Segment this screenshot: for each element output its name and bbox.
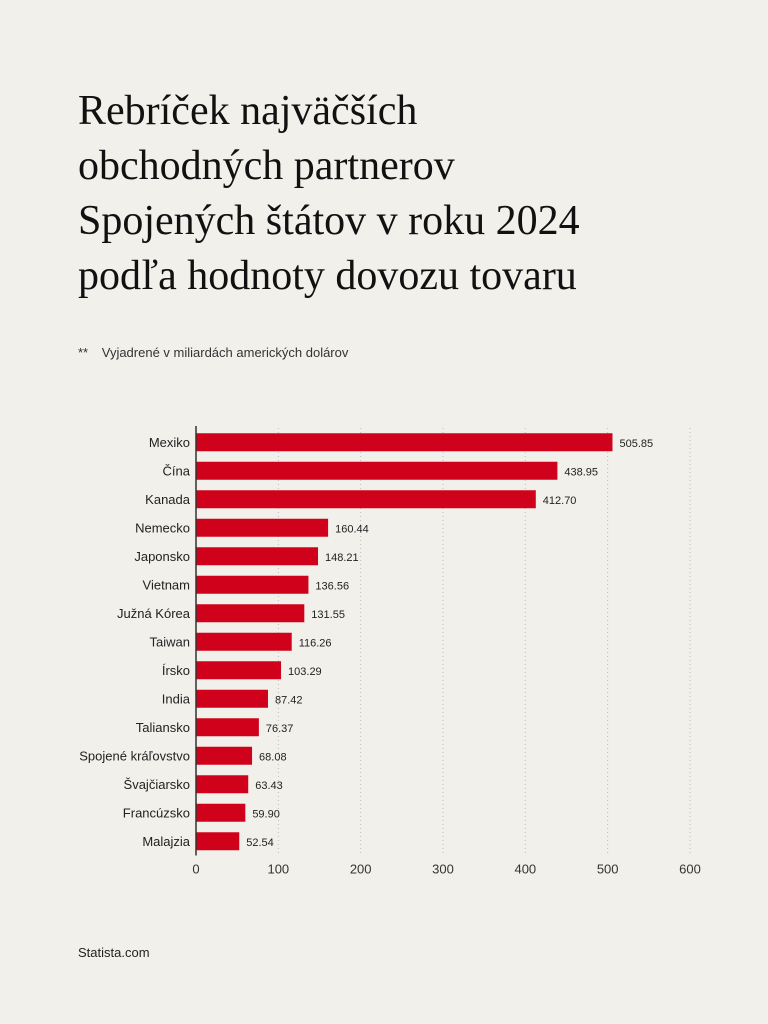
bar [196, 576, 308, 594]
category-label: Nemecko [135, 520, 190, 536]
title-line: obchodných partnerov [78, 143, 455, 189]
value-label: 148.21 [325, 551, 359, 564]
x-tick-label: 200 [349, 861, 372, 877]
category-label: Japonsko [134, 548, 190, 564]
bar [196, 462, 557, 480]
title-line: Rebríček najväčších [78, 88, 418, 134]
value-label: 505.85 [619, 437, 654, 450]
bar [196, 519, 328, 537]
bar [196, 718, 259, 736]
category-label: Malajzia [142, 833, 190, 849]
bar [196, 690, 268, 708]
value-label: 68.08 [259, 751, 287, 764]
category-label: Južná Kórea [117, 605, 190, 621]
bar [196, 547, 318, 565]
bar [196, 832, 239, 850]
bar [196, 661, 281, 679]
bar [196, 433, 612, 451]
x-tick-label: 500 [596, 861, 619, 877]
x-tick-label: 100 [267, 861, 290, 877]
chart-title [78, 84, 718, 304]
bar [196, 604, 304, 622]
category-label: Taliansko [135, 719, 190, 735]
subtitle-text: Vyjadrené v miliardách amerických dolárov [101, 345, 349, 360]
value-label: 131.55 [311, 608, 345, 621]
value-label: 116.26 [298, 637, 332, 650]
category-label: Švajčiarsko [123, 776, 190, 792]
title-line: Spojených štátov v roku 2024 [78, 198, 580, 244]
category-label: Spojené kráľovstvo [79, 748, 190, 764]
bar [196, 775, 248, 793]
bar [196, 747, 252, 765]
value-label: 63.43 [255, 779, 283, 792]
subtitle-mark: ** [78, 345, 89, 360]
category-label: Francúzsko [122, 805, 190, 821]
value-label: 103.29 [288, 665, 322, 678]
category-label: India [161, 691, 190, 707]
category-label: Írsko [161, 662, 190, 678]
x-tick-label: 300 [432, 861, 454, 877]
chart-subtitle [78, 345, 348, 360]
source-label: Statista.com [78, 945, 150, 960]
title-line: podľa hodnoty dovozu tovaru [78, 253, 577, 299]
value-label: 160.44 [335, 523, 369, 536]
bar [196, 804, 245, 822]
value-label: 87.42 [274, 694, 303, 707]
x-tick-label: 600 [679, 861, 701, 877]
bar [196, 633, 292, 651]
x-tick-label: 0 [192, 861, 200, 877]
bar [196, 490, 536, 508]
category-label: Mexiko [148, 434, 190, 450]
category-label: Kanada [145, 491, 190, 507]
value-label: 59.90 [252, 808, 280, 821]
value-label: 438.95 [564, 466, 599, 479]
value-label: 52.54 [246, 836, 274, 849]
value-label: 412.70 [542, 494, 577, 507]
bar-chart [0, 420, 768, 890]
value-label: 136.56 [315, 580, 350, 593]
category-label: Taiwan [149, 634, 190, 650]
value-label: 76.37 [265, 722, 294, 735]
category-label: Čína [162, 463, 190, 479]
category-label: Vietnam [142, 577, 190, 593]
x-tick-label: 400 [514, 861, 537, 877]
